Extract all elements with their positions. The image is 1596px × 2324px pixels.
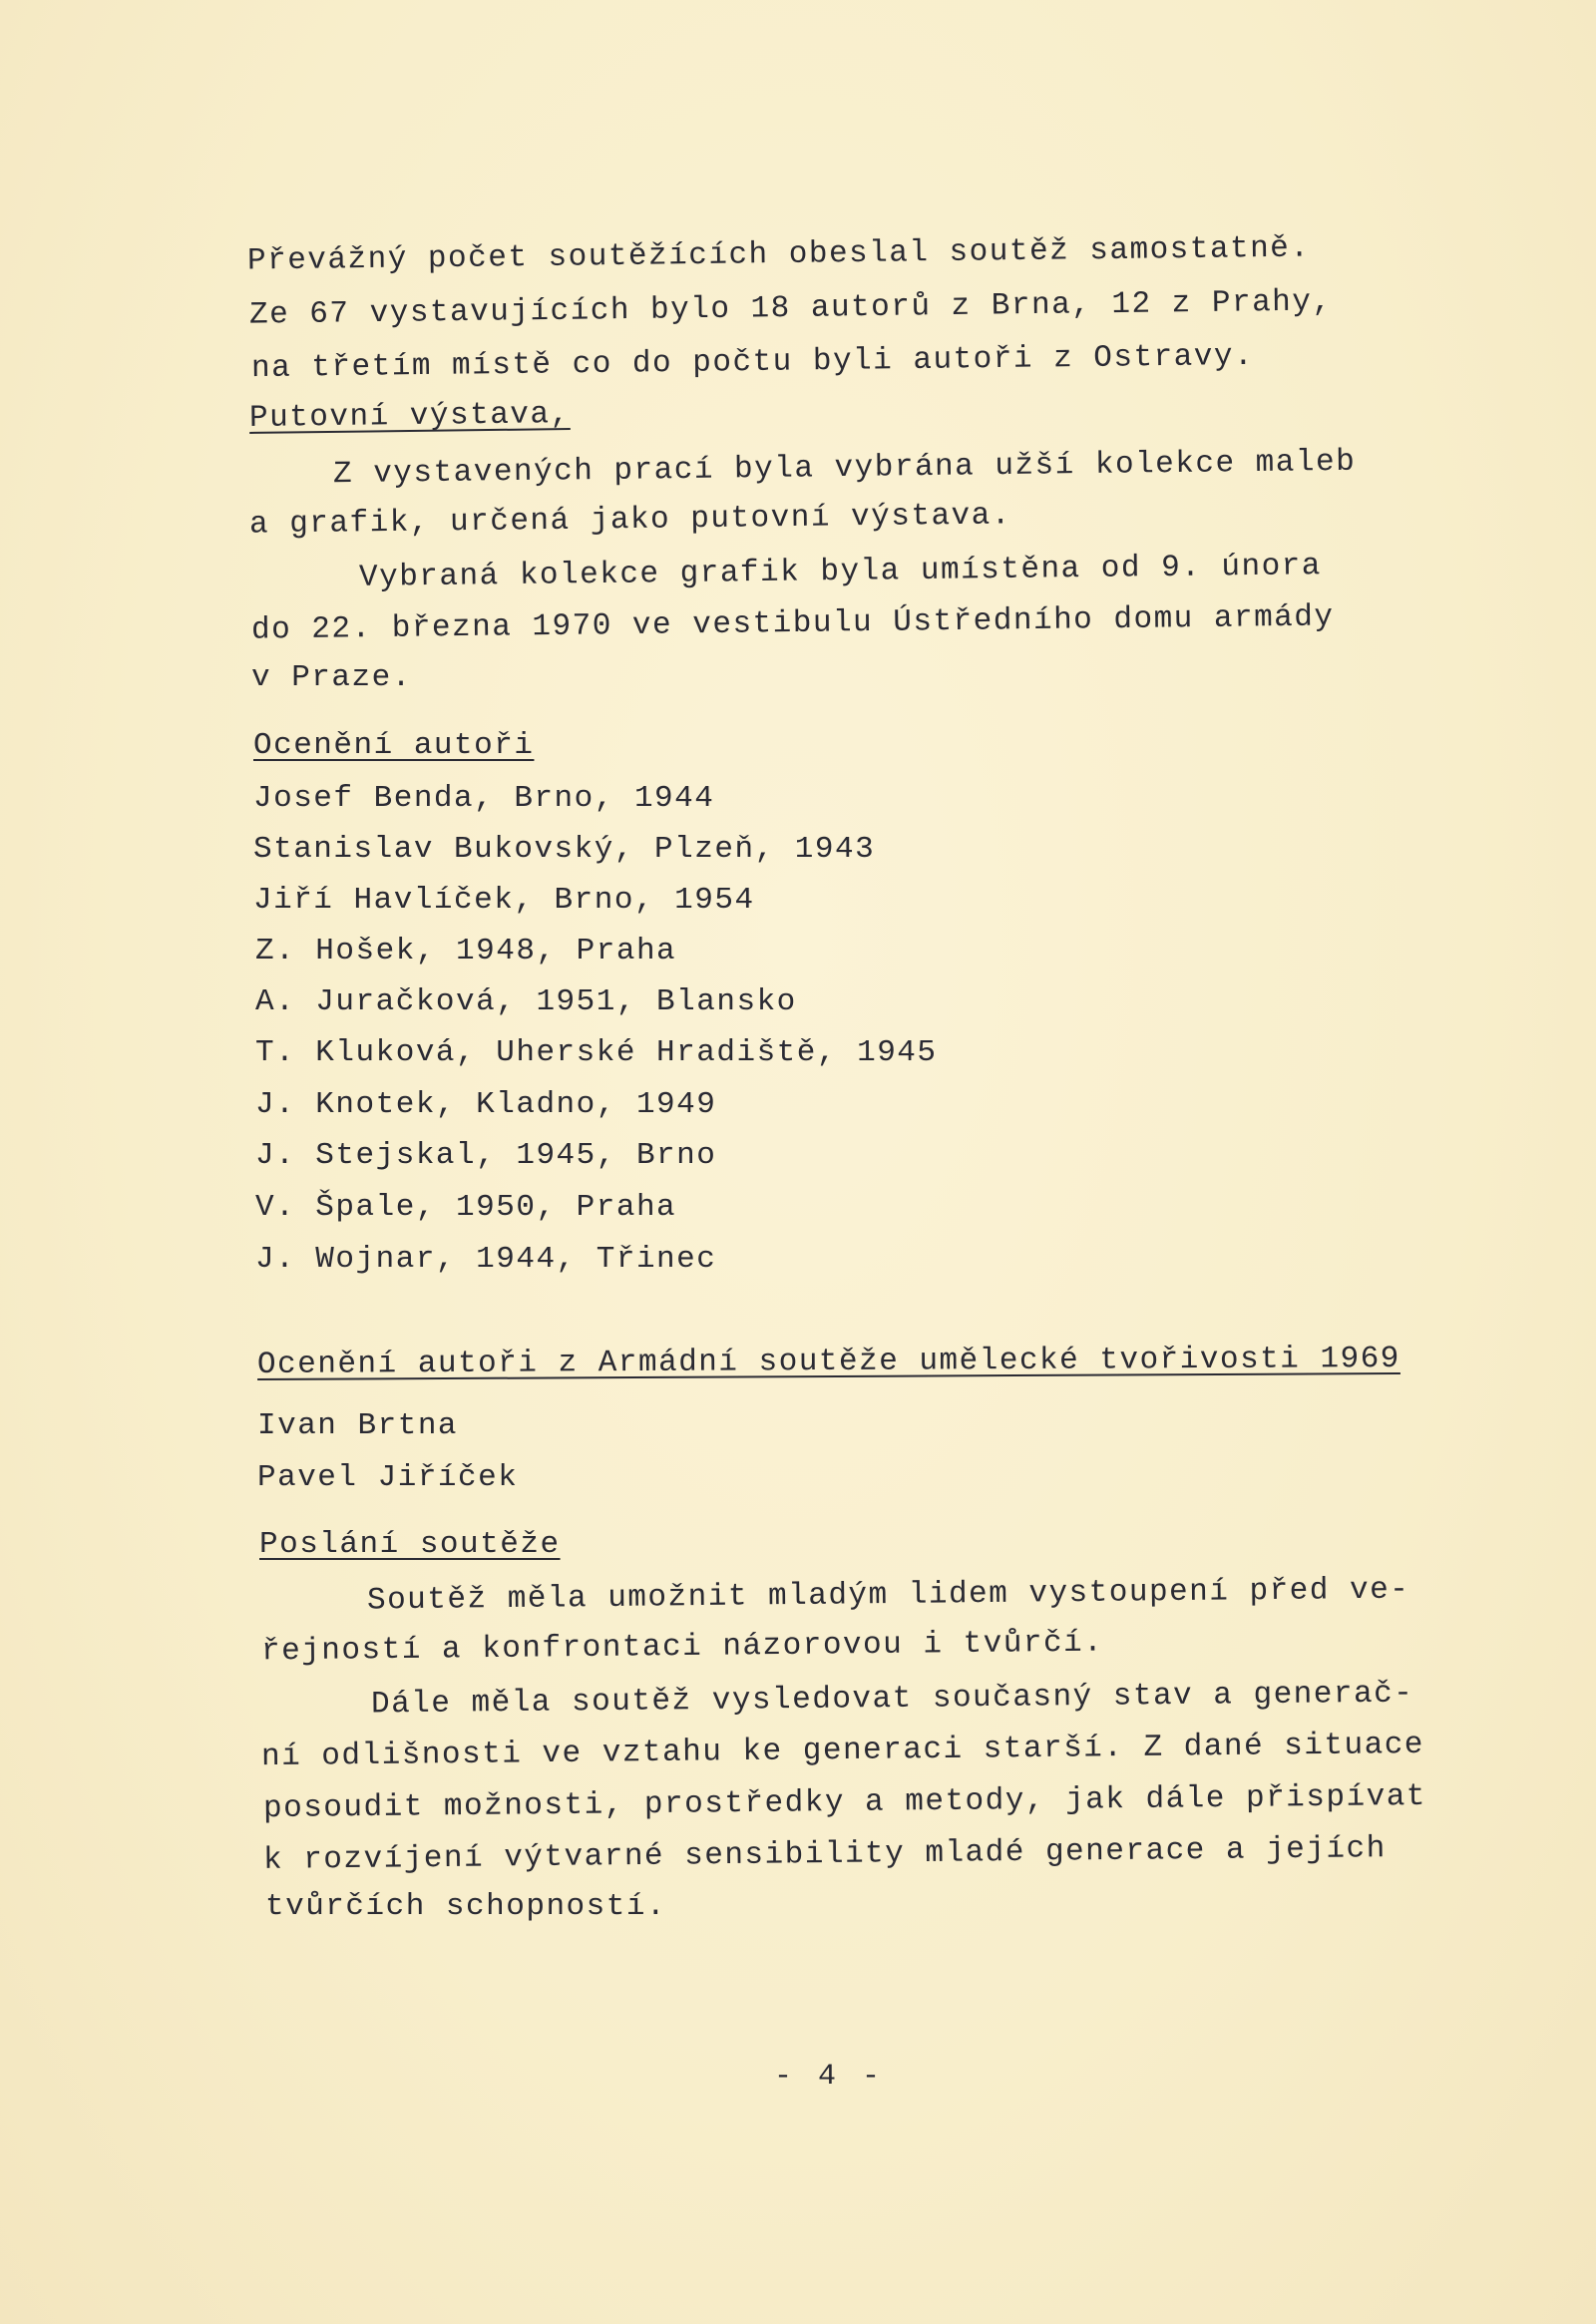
army-list-item: Ivan Brtna — [257, 1408, 459, 1443]
award-list-item: Jiří Havlíček, Brno, 1954 — [253, 883, 755, 918]
section-heading-army-competition: Ocenění autoři z Armádní soutěže umělecké tvořivosti 1969 — [256, 1342, 1400, 1382]
award-list-item: T. Kluková, Uherské Hradiště, 1945 — [255, 1035, 938, 1070]
award-list-item: Josef Benda, Brno, 1944 — [253, 781, 715, 816]
text-line: posoudit možnosti, prostředky a metody, jak dále přispívat — [262, 1778, 1427, 1827]
text-line: tvůrčích schopností. — [265, 1889, 667, 1924]
award-list-item: A. Juračková, 1951, Blansko — [255, 984, 797, 1019]
text-line: řejností a konfrontaci názorovou i tvůrčí. — [260, 1625, 1104, 1670]
page-number: - 4 - — [774, 2060, 885, 2094]
text-line: a grafik, určená jako putovní výstava. — [248, 498, 1012, 543]
text-line: Vybraná kolekce grafik byla umístěna od 9. února — [358, 549, 1323, 595]
text-line: Soutěž měla umožnit mladým lidem vystoupení před ve- — [366, 1572, 1410, 1619]
text-line: Převážný počet soutěžících obeslal soutěž samostatně. — [246, 230, 1311, 279]
award-list-item: V. Špale, 1950, Praha — [255, 1190, 677, 1225]
award-list-item: J. Knotek, Kladno, 1949 — [255, 1087, 717, 1122]
award-list-item: Z. Hošek, 1948, Praha — [255, 934, 677, 968]
award-list-item: Stanislav Bukovský, Plzeň, 1943 — [253, 832, 876, 867]
text-line: k rozvíjení výtvarné sensibility mladé generace a jejích — [262, 1831, 1387, 1878]
section-heading-putovni-vystava: Putovní výstava, — [248, 397, 571, 436]
award-list-item: J. Stejskal, 1945, Brno — [255, 1138, 717, 1173]
section-heading-awarded-authors: Ocenění autoři — [253, 728, 535, 763]
award-list-item: J. Wojnar, 1944, Třinec — [255, 1242, 717, 1277]
text-line: Z vystavených prací byla vybrána užší kolekce maleb — [332, 444, 1357, 493]
army-list-item: Pavel Jiříček — [257, 1460, 519, 1495]
text-line: Ze 67 vystavujících bylo 18 autorů z Brna, 12 z Prahy, — [248, 284, 1333, 333]
text-line: v Praze. — [251, 660, 412, 695]
text-line: ní odlišnosti ve vztahu ke generaci starší. Z dané situace — [260, 1727, 1425, 1775]
text-line: do 22. března 1970 ve vestibulu Ústředního domu armády — [250, 599, 1335, 648]
text-line: na třetím místě co do počtu byli autoři z Ostravy. — [250, 338, 1255, 387]
section-heading-mission: Poslání soutěže — [259, 1527, 561, 1562]
text-line: Dále měla soutěž vysledovat současný stav a generač- — [370, 1676, 1414, 1723]
